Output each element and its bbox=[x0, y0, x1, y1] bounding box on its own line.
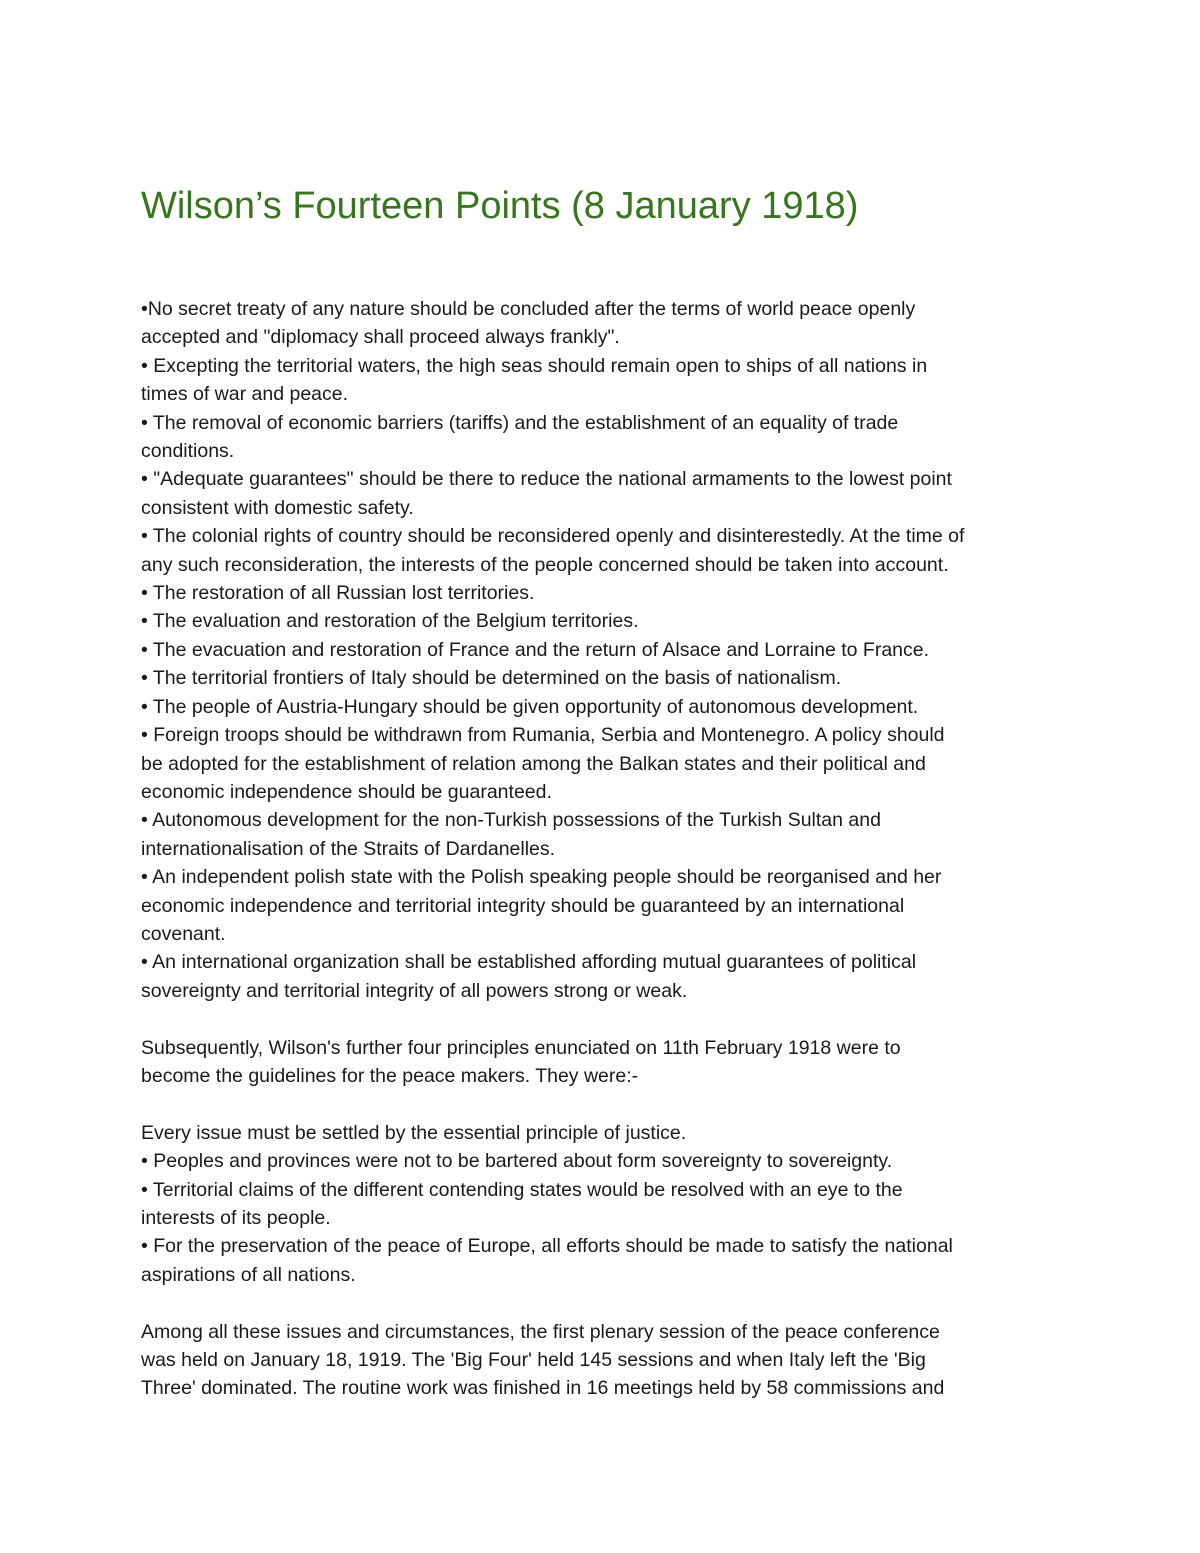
text-line: Subsequently, Wilson's further four principles enunciated on 11th February 1918 were to bbox=[141, 1036, 901, 1059]
paragraph-spacer bbox=[141, 1005, 1066, 1033]
text-line: • The restoration of all Russian lost territories. bbox=[141, 582, 535, 605]
list-item bbox=[141, 1176, 1066, 1233]
text-line: be adopted for the establishment of relation among the Balkan states and their political and bbox=[141, 752, 926, 775]
text-line: • Territorial claims of the different contending states would be resolved with an eye to the bbox=[141, 1178, 903, 1201]
text-line: accepted and "diplomacy shall proceed always frankly". bbox=[141, 326, 620, 349]
text-line: economic independence should be guaranteed. bbox=[141, 780, 552, 803]
list-item bbox=[141, 693, 1066, 721]
text-line: consistent with domestic safety. bbox=[141, 496, 414, 519]
list-item bbox=[141, 352, 1066, 409]
text-line: covenant. bbox=[141, 922, 226, 945]
closing-paragraph bbox=[141, 1318, 1066, 1403]
text-line: sovereignty and territorial integrity of all powers strong or weak. bbox=[141, 979, 688, 1002]
list-item bbox=[141, 579, 1066, 607]
list-item bbox=[141, 295, 1066, 352]
text-line: • "Adequate guarantees" should be there to reduce the national armaments to the lowest point bbox=[141, 468, 952, 491]
text-line: •No secret treaty of any nature should be concluded after the terms of world peace openly bbox=[141, 298, 916, 320]
paragraph-spacer bbox=[141, 1289, 1066, 1317]
list-item bbox=[141, 1119, 1066, 1147]
text-line: • Peoples and provinces were not to be bartered about form sovereignty to sovereignty. bbox=[141, 1150, 893, 1173]
text-line: • The removal of economic barriers (tariffs) and the establishment of an equality of trade bbox=[141, 411, 899, 434]
four-principles-list bbox=[141, 1119, 1066, 1289]
list-item bbox=[141, 806, 1066, 863]
text-line: • Foreign troops should be withdrawn from Rumania, Serbia and Montenegro. A policy should bbox=[141, 724, 945, 747]
document-content bbox=[141, 180, 1066, 1403]
fourteen-points-list bbox=[141, 295, 1066, 1005]
list-item bbox=[141, 607, 1066, 635]
text-line: • Autonomous development for the non-Turkish possessions of the Turkish Sultan and bbox=[141, 809, 881, 832]
text-line: • The evacuation and restoration of France and the return of Alsace and Lorraine to France. bbox=[141, 638, 930, 661]
list-item bbox=[141, 465, 1066, 522]
list-item bbox=[141, 863, 1066, 948]
text-line: interests of its people. bbox=[141, 1206, 331, 1229]
text-line: • An independent polish state with the Polish speaking people should be reorganised and her bbox=[141, 866, 942, 889]
list-item bbox=[141, 721, 1066, 806]
document-title: Wilson’s Fourteen Points (8 January 1918) bbox=[141, 185, 859, 227]
text-line: • The people of Austria-Hungary should be given opportunity of autonomous development. bbox=[141, 695, 919, 718]
text-line: Among all these issues and circumstances, the first plenary session of the peace conference bbox=[141, 1320, 940, 1343]
text-line: Every issue must be settled by the essential principle of justice. bbox=[141, 1121, 687, 1144]
text-line: • The colonial rights of country should be reconsidered openly and disinterestedly. At the time of bbox=[141, 525, 965, 548]
list-item bbox=[141, 1232, 1066, 1289]
text-line: economic independence and territorial integrity should be guaranteed by an international bbox=[141, 894, 905, 917]
text-line: any such reconsideration, the interests of the people concerned should be taken into account. bbox=[141, 553, 949, 576]
subsequent-paragraph bbox=[141, 1034, 1066, 1091]
text-line: times of war and peace. bbox=[141, 383, 349, 406]
text-line: internationalisation of the Straits of Dardanelles. bbox=[141, 837, 556, 860]
list-item bbox=[141, 948, 1066, 1005]
text-line: • Excepting the territorial waters, the high seas should remain open to ships of all nations in bbox=[141, 354, 928, 377]
text-line: was held on January 18, 1919. The 'Big Four' held 145 sessions and when Italy left the 'Big bbox=[141, 1348, 926, 1371]
text-line: conditions. bbox=[141, 440, 235, 463]
text-line: Three' dominated. The routine work was finished in 16 meetings held by 58 commissions and bbox=[141, 1377, 945, 1400]
list-item bbox=[141, 409, 1066, 466]
document-body bbox=[141, 295, 1066, 1403]
text-line: • An international organization shall be established affording mutual guarantees of political bbox=[141, 951, 917, 974]
text-line: • The territorial frontiers of Italy should be determined on the basis of nationalism. bbox=[141, 667, 842, 690]
text-line: become the guidelines for the peace makers. They were:- bbox=[141, 1064, 639, 1087]
list-item bbox=[141, 1147, 1066, 1175]
text-line: • For the preservation of the peace of Europe, all efforts should be made to satisfy the national bbox=[141, 1235, 953, 1258]
text-line: aspirations of all nations. bbox=[141, 1263, 356, 1286]
list-item bbox=[141, 664, 1066, 692]
text-line: • The evaluation and restoration of the Belgium territories. bbox=[141, 610, 639, 633]
paragraph-spacer bbox=[141, 1090, 1066, 1118]
list-item bbox=[141, 522, 1066, 579]
list-item bbox=[141, 636, 1066, 664]
